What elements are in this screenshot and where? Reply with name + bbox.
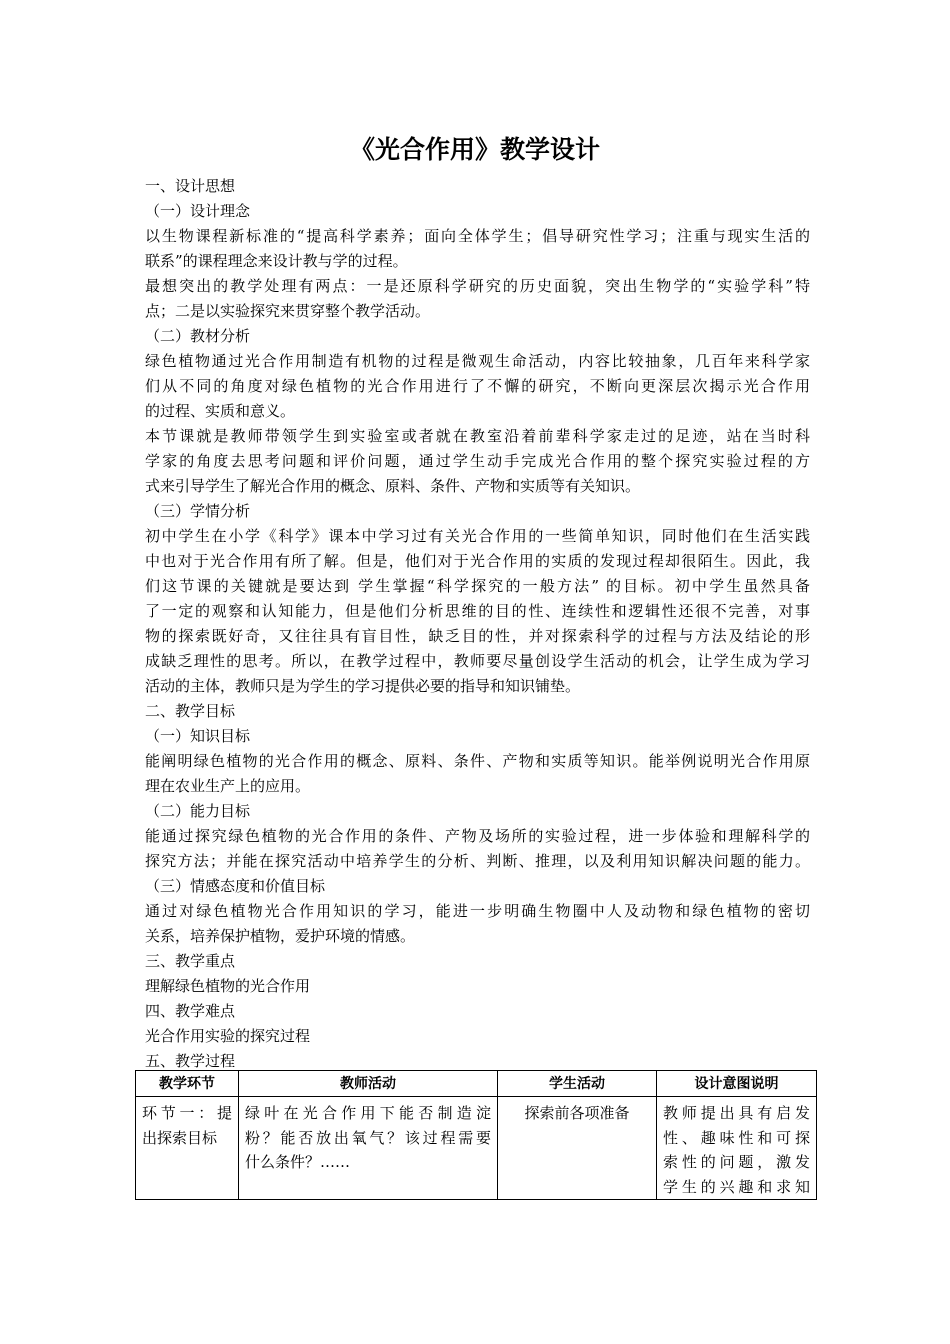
- subheading-ability-goals: （二）能力目标: [145, 802, 251, 820]
- paragraph-line: 学家的角度去思考问题和评价问题，通过学生动手完成光合作用的整个探究实验过程的方: [145, 452, 810, 470]
- teaching-process-table: [135, 1070, 817, 1200]
- cell-line: 粉？能否放出氧气？该过程需要: [245, 1128, 491, 1147]
- cell-student-activity: [498, 1097, 657, 1200]
- paragraph-line: 了一定的观察和认知能力，但是他们分析思维的目的性、连续性和逻辑性还很不完善，对事: [145, 602, 810, 620]
- paragraph-line: 式来引导学生了解光合作用的概念、原料、条件、产物和实质等有关知识。: [145, 477, 641, 495]
- paragraph-line: 理在农业生产上的应用。: [145, 777, 311, 795]
- paragraph-line: 理解绿色植物的光合作用: [145, 977, 311, 995]
- paragraph-line: 物的探索既好奇，又往往具有盲目性，缺乏目的性，并对探索科学的过程与方法及结论的形: [145, 627, 810, 645]
- paragraph-line: 通过对绿色植物光合作用知识的学习，能进一步明确生物圈中人及动物和绿色植物的密切: [145, 902, 810, 920]
- cell-line: 索性的问题，激发: [663, 1153, 810, 1171]
- paragraph-line: 的过程、实质和意义。: [145, 402, 296, 420]
- subheading-student-analysis: （三）学情分析: [145, 502, 251, 520]
- section-heading-difficulty: 四、教学难点: [145, 1002, 236, 1020]
- cell-line: 出探索目标: [142, 1128, 218, 1147]
- paragraph-line: 们这节课的关键就是要达到 学生掌握“科学探究的一般方法” 的目标。初中学生虽然具备: [145, 577, 810, 595]
- subheading-design-concept: （一）设计理念: [145, 202, 251, 220]
- document-title: 《光合作用》教学设计: [349, 135, 600, 164]
- column-header-student-activity: 学生活动: [498, 1071, 657, 1097]
- column-header-design-intent: 设计意图说明: [657, 1071, 817, 1097]
- paragraph-line: 们从不同的角度对绿色植物的光合作用进行了不懈的研究，不断向更深层次揭示光合作用: [145, 377, 810, 395]
- paragraph-line: 能阐明绿色植物的光合作用的概念、原料、条件、产物和实质等知识。能举例说明光合作用原: [145, 752, 810, 770]
- paragraph-line: 探究方法；并能在探究活动中培养学生的分析、判断、推理，以及利用知识解决问题的能力。: [145, 852, 810, 870]
- paragraph-line: 点；二是以实验探究来贯穿整个教学活动。: [145, 302, 431, 320]
- paragraph-line: 中也对于光合作用有所了解。但是，他们对于光合作用的实质的发现过程却很陌生。因此，我: [145, 552, 810, 570]
- table-row: [136, 1097, 817, 1200]
- cell-line: 绿叶在光合作用下能否制造淀: [245, 1104, 491, 1122]
- table-header-row: [136, 1071, 817, 1097]
- cell-design-intent: [657, 1097, 817, 1200]
- cell-stage: [136, 1097, 239, 1200]
- column-header-teacher-activity: 教师活动: [239, 1071, 498, 1097]
- section-heading-teaching-goals: 二、教学目标: [145, 702, 236, 720]
- paragraph-line: 绿色植物通过光合作用制造有机物的过程是微观生命活动，内容比较抽象，几百年来科学家: [145, 352, 810, 370]
- section-heading-design-idea: 一、设计思想: [145, 177, 236, 195]
- paragraph-line: 能通过探究绿色植物的光合作用的条件、产物及场所的实验过程，进一步体验和理解科学的: [145, 827, 810, 845]
- subheading-textbook-analysis: （二）教材分析: [145, 327, 251, 345]
- paragraph-line: 活动的主体，教师只是为学生的学习提供必要的指导和知识铺垫。: [145, 677, 581, 695]
- cell-line: 教师提出具有启发: [663, 1104, 810, 1122]
- cell-line: 学生的兴趣和求知: [663, 1177, 810, 1196]
- column-header-stage: 教学环节: [136, 1071, 239, 1097]
- document-body: [145, 174, 810, 1074]
- paragraph-line: 成缺乏理性的思考。所以，在教学过程中，教师要尽量创设学生活动的机会，让学生成为学习: [145, 652, 810, 670]
- subheading-attitude-goals: （三）情感态度和价值目标: [145, 877, 326, 895]
- paragraph-line: 以生物课程新标准的“提高科学素养；面向全体学生；倡导研究性学习；注重与现实生活的: [145, 227, 810, 245]
- section-heading-key-point: 三、教学重点: [145, 952, 236, 970]
- cell-teacher-activity: [239, 1097, 498, 1200]
- section-heading-teaching-process: 五、教学过程: [145, 1052, 236, 1070]
- paragraph-line: 本节课就是教师带领学生到实验室或者就在教室沿着前辈科学家走过的足迹，站在当时科: [145, 427, 810, 445]
- cell-line: 什么条件？……: [245, 1153, 351, 1171]
- paragraph-line: 最想突出的教学处理有两点：一是还原科学研究的历史面貌，突出生物学的“实验学科”特: [145, 277, 810, 295]
- cell-line: 性、趣味性和可探: [663, 1128, 810, 1147]
- paragraph-line: 关系，培养保护植物，爱护环境的情感。: [145, 927, 416, 945]
- paragraph-line: 初中学生在小学《科学》课本中学习过有关光合作用的一些简单知识，同时他们在生活实践: [145, 527, 810, 545]
- paragraph-line: 光合作用实验的探究过程: [145, 1027, 311, 1045]
- cell-line: 环节一：提: [142, 1104, 232, 1122]
- paragraph-line: 联系”的课程理念来设计教与学的过程。: [145, 252, 408, 270]
- subheading-knowledge-goals: （一）知识目标: [145, 727, 251, 745]
- cell-line: 探索前各项准备: [524, 1104, 630, 1122]
